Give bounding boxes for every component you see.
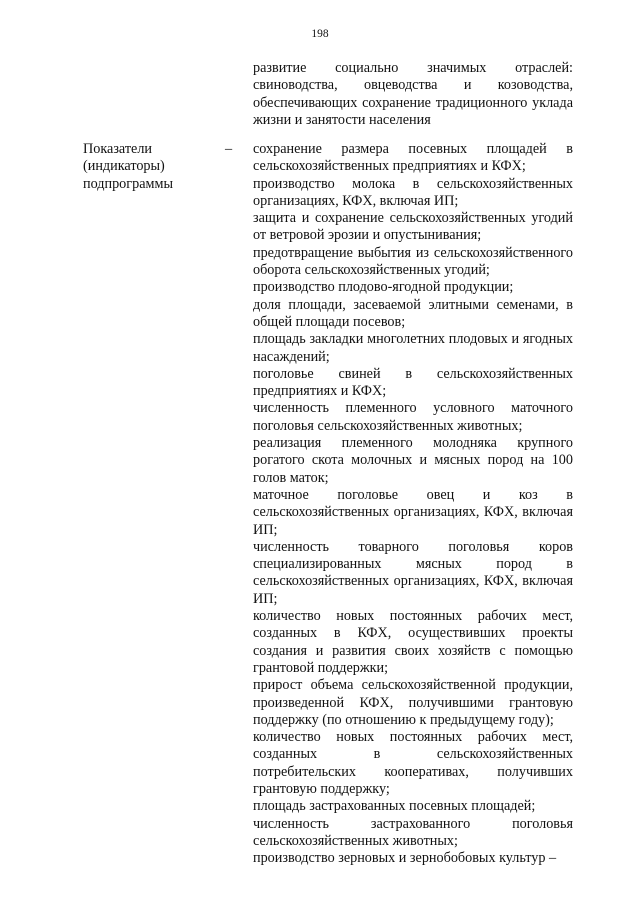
- indicator-item: численность племенного условного маточного поголовья сельскохозяйственных животных;: [253, 400, 573, 434]
- indicator-item: численность застрахованного поголовья сельскохозяйственных животных;: [253, 815, 573, 849]
- section-dash: –: [225, 141, 233, 157]
- indicator-item: количество новых постоянных рабочих мест, созданных в сельскохозяйственных потребительских кооперативах, получивших грантовую поддержку;: [253, 729, 573, 797]
- indicator-item: защита и сохранение сельскохозяйственных угодий от ветровой эрозии и опустынивания;: [253, 210, 573, 244]
- indicators-section-label: Показатели (индикаторы) подпрограммы: [83, 141, 173, 192]
- indicator-item: прирост объема сельскохозяйственной продукции, произведенной КФХ, получившими грантовую поддержку (по отношению к предыдущему году);: [253, 677, 573, 728]
- indicators-list: [253, 141, 573, 867]
- indicator-item: производство зерновых и зернобобовых культур –: [253, 850, 557, 867]
- page-number: 198: [311, 28, 329, 40]
- indicator-item: реализация племенного молодняка крупного рогатого скота молочных и мясных пород на 100 голов маток;: [253, 435, 573, 486]
- intro-paragraph: [253, 60, 573, 129]
- indicator-item: численность товарного поголовья коров специализированных мясных пород в сельскохозяйственных организациях, КФХ, включая ИП;: [253, 538, 573, 607]
- indicator-item: производство молока в сельскохозяйственных организациях, КФХ, включая ИП;: [253, 175, 573, 209]
- indicator-item: производство плодово-ягодной продукции;: [253, 279, 514, 296]
- intro-text: развитие социально значимых отраслей: свиноводства, овцеводства и козоводства, обеспечивающих сохранение традиционного уклада жизни и занятости населения: [253, 60, 573, 128]
- indicator-item: площадь закладки многолетних плодовых и ягодных насаждений;: [253, 331, 573, 365]
- indicator-item: поголовье свиней в сельскохозяйственных предприятиях и КФХ;: [253, 365, 573, 400]
- indicator-item: доля площади, засеваемой элитными семенами, в общей площади посевов;: [253, 296, 573, 330]
- indicator-item: маточное поголовье овец и коз в сельскохозяйственных организациях, КФХ, включая ИП;: [253, 486, 573, 538]
- indicator-item: предотвращение выбытия из сельскохозяйственного оборота сельскохозяйственных угодий;: [253, 244, 573, 279]
- indicator-item: сохранение размера посевных площадей в сельскохозяйственных предприятиях и КФХ;: [253, 141, 573, 175]
- indicator-item: площадь застрахованных посевных площадей;: [253, 798, 536, 815]
- indicator-item: количество новых постоянных рабочих мест, созданных в КФХ, осуществивших проекты создания и развития своих хозяйств с помощью грантовой поддержки;: [253, 608, 573, 676]
